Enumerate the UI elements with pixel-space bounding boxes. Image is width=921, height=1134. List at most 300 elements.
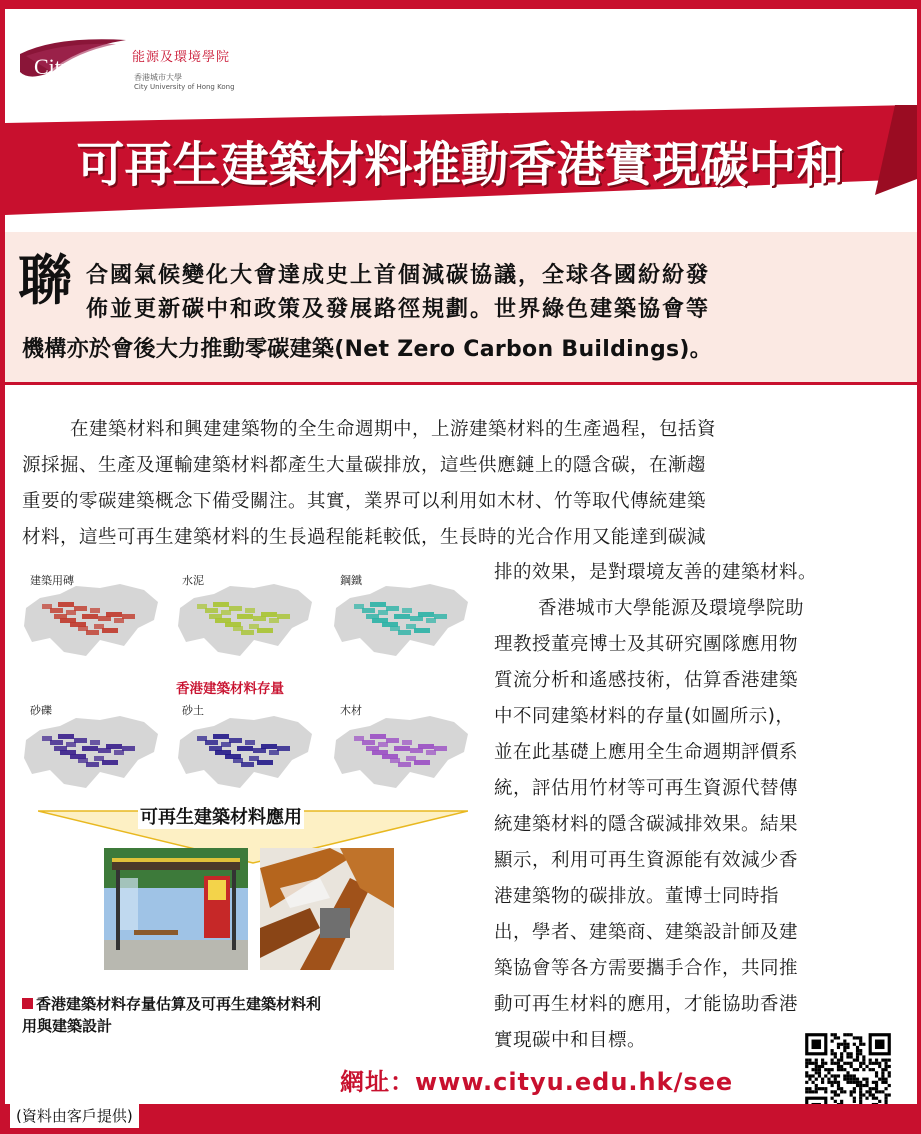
column-line: 並在此基礎上應用全生命週期評價系 [494, 742, 799, 763]
qr-module [834, 1033, 837, 1036]
qr-module [869, 1062, 872, 1065]
map-density-block [414, 628, 430, 633]
qr-module [888, 1093, 891, 1096]
qr-module [859, 1090, 862, 1093]
qr-module [824, 1068, 827, 1071]
qr-module [846, 1071, 849, 1074]
qr-module [859, 1081, 862, 1084]
map-density-block [418, 744, 434, 749]
map-density-block [58, 602, 74, 607]
map-density-block [205, 740, 218, 745]
qr-module [881, 1068, 884, 1071]
body-line: 源採掘、生產及運輸建築材料都產生大量碳排放，這些供應鏈上的隱含碳，在漸趨 [22, 455, 707, 476]
footer-note: (資料由客戶提供) [10, 1103, 139, 1128]
qr-module [834, 1081, 837, 1084]
qr-module [888, 1065, 891, 1068]
map-land [24, 716, 158, 788]
qr-module [827, 1078, 830, 1081]
qr-module [888, 1084, 891, 1087]
map-density-block [237, 614, 253, 619]
qr-module [859, 1052, 862, 1055]
map-density-block [106, 612, 122, 617]
lead-line-1: 合國氣候變化大會達成史上首個減碳協議，全球各國紛紛發 [86, 263, 711, 288]
map-density-block [362, 740, 375, 745]
qr-module [843, 1078, 846, 1081]
map-density-block [122, 614, 135, 619]
map-density-block [74, 606, 87, 611]
qr-module [821, 1087, 824, 1090]
qr-module [834, 1062, 837, 1065]
qr-module [853, 1087, 856, 1090]
qr-module [843, 1074, 846, 1077]
qr-module [859, 1100, 862, 1103]
top-border [0, 0, 921, 9]
map-density-block [205, 608, 218, 613]
qr-module [846, 1033, 849, 1036]
qr-module [865, 1097, 868, 1100]
qr-module [815, 1065, 818, 1068]
qr-module [843, 1046, 846, 1049]
qr-module [856, 1055, 859, 1058]
qr-module [805, 1059, 808, 1062]
qr-module [827, 1081, 830, 1084]
lead-line-3: 機構亦於會後大力推動零碳建築(Net Zero Carbon Buildings)。 [22, 337, 713, 362]
qr-module [843, 1033, 846, 1036]
qr-module [856, 1068, 859, 1071]
qr-module [831, 1033, 834, 1036]
qr-module [859, 1043, 862, 1046]
qr-module [846, 1046, 849, 1049]
bus-shelter-photo [104, 848, 248, 970]
qr-module [831, 1068, 834, 1071]
column-line: 理教授董亮博士及其研究團隊應用物 [494, 634, 799, 655]
qr-module [837, 1093, 840, 1096]
map-density-block [54, 614, 67, 619]
map-density-block [74, 738, 87, 743]
map-density-block [394, 746, 410, 751]
cityu-logo [16, 34, 134, 84]
qr-module [875, 1074, 878, 1077]
map-density-block [414, 760, 430, 765]
map-density-block [257, 760, 273, 765]
qr-module [815, 1062, 818, 1065]
qr-module [853, 1043, 856, 1046]
qr-module [884, 1068, 887, 1071]
qr-module [840, 1068, 843, 1071]
map-density-block [277, 746, 290, 751]
qr-module [850, 1081, 853, 1084]
qr-module [878, 1065, 881, 1068]
qr-module [846, 1074, 849, 1077]
qr-module [831, 1052, 834, 1055]
qr-module [805, 1071, 808, 1074]
qr-module [808, 1062, 811, 1065]
qr-module [853, 1090, 856, 1093]
qr-module [856, 1084, 859, 1087]
qr-module [808, 1074, 811, 1077]
figure-caption-line-2: 用與建築設計 [22, 1017, 113, 1035]
qr-module [862, 1055, 865, 1058]
column-line: 統建築材料的隱含碳減排效果。結果 [494, 814, 799, 835]
qr-module [865, 1078, 868, 1081]
qr-module [840, 1087, 843, 1090]
qr-module [837, 1043, 840, 1046]
application-label: 可再生建築材料應用 [138, 803, 304, 829]
qr-module [853, 1068, 856, 1071]
map-density-block [213, 602, 229, 607]
map-density-block [261, 612, 277, 617]
map-density-block [418, 612, 434, 617]
map-density-block [82, 614, 98, 619]
qr-module [834, 1090, 837, 1093]
qr-module [837, 1074, 840, 1077]
map-density-block [229, 606, 242, 611]
qr-module [840, 1052, 843, 1055]
map-density-block [241, 630, 254, 635]
column-line: 築協會等各方需要攜手合作，共同推 [494, 958, 799, 979]
qr-module [815, 1059, 818, 1062]
qr-module [812, 1068, 815, 1071]
map-label: 鋼鐵 [340, 574, 362, 587]
map-density-block [386, 606, 399, 611]
qr-module [837, 1059, 840, 1062]
map-density-block [261, 744, 277, 749]
column-line: 中不同建築材料的存量(如圖所示)， [494, 706, 795, 727]
qr-module [815, 1071, 818, 1074]
qr-module [853, 1059, 856, 1062]
qr-finder-module [875, 1040, 885, 1050]
qr-module [869, 1059, 872, 1062]
qr-module [878, 1062, 881, 1065]
map-density-block [86, 630, 99, 635]
qr-module [850, 1093, 853, 1096]
qr-module [843, 1062, 846, 1065]
qr-module [843, 1043, 846, 1046]
qr-module [850, 1090, 853, 1093]
qr-module [853, 1100, 856, 1103]
qr-module [837, 1065, 840, 1068]
qr-module [834, 1052, 837, 1055]
map-land [334, 584, 468, 656]
map-density-block [90, 740, 100, 745]
qr-module [812, 1081, 815, 1084]
qr-module [853, 1078, 856, 1081]
map-label: 砂土 [182, 704, 204, 717]
map-density-block [241, 762, 254, 767]
qr-module [818, 1065, 821, 1068]
qr-module [812, 1062, 815, 1065]
lead-divider [5, 382, 917, 385]
qr-module [834, 1078, 837, 1081]
qr-module [862, 1059, 865, 1062]
qr-module [859, 1036, 862, 1039]
qr-module [881, 1074, 884, 1077]
qr-module [805, 1087, 808, 1090]
lead-dropcap: 聯 [18, 249, 72, 312]
qr-module [821, 1065, 824, 1068]
qr-module [805, 1062, 808, 1065]
qr-module [834, 1100, 837, 1103]
column-line: 排的效果，是對環境友善的建築材料。 [494, 562, 818, 583]
qr-module [818, 1074, 821, 1077]
qr-finder-module [812, 1040, 822, 1050]
qr-module [818, 1087, 821, 1090]
qr-module [859, 1087, 862, 1090]
qr-module [875, 1087, 878, 1090]
map-density-block [122, 746, 135, 751]
qr-module [862, 1062, 865, 1065]
qr-module [884, 1087, 887, 1090]
body-line: 重要的零碳建築概念下備受關注。其實，業界可以利用如木材、竹等取代傳統建築 [22, 491, 707, 512]
qr-module [862, 1068, 865, 1071]
qr-module [878, 1100, 881, 1103]
qr-module [846, 1055, 849, 1058]
map-density-block [257, 628, 273, 633]
map-land [178, 716, 312, 788]
qr-module [884, 1081, 887, 1084]
column-line: 顯示，利用可再生資源能有效減少香 [494, 850, 799, 871]
qr-module [872, 1093, 875, 1096]
qr-module [888, 1059, 891, 1062]
map-land [334, 716, 468, 788]
map-density-block [90, 608, 100, 613]
map-density-block [402, 608, 412, 613]
qr-module [827, 1071, 830, 1074]
qr-module [805, 1090, 808, 1093]
logo-text: CityU [34, 54, 88, 79]
qr-module [853, 1036, 856, 1039]
qr-module [884, 1093, 887, 1096]
qr-module [831, 1049, 834, 1052]
qr-module [869, 1087, 872, 1090]
qr-module [872, 1097, 875, 1100]
qr-module [843, 1040, 846, 1043]
qr-module [812, 1074, 815, 1077]
qr-module [853, 1081, 856, 1084]
qr-module [834, 1093, 837, 1096]
qr-module [824, 1074, 827, 1077]
lead-line-2: 佈並更新碳中和政策及發展路徑規劃。世界綠色建築協會等 [86, 297, 711, 322]
qr-module [843, 1090, 846, 1093]
qr-module [840, 1043, 843, 1046]
qr-module [837, 1087, 840, 1090]
map-density-block [106, 744, 122, 749]
map-density-block [394, 614, 410, 619]
qr-module [831, 1081, 834, 1084]
column-line: 質流分析和遙感技術，估算香港建築 [494, 670, 799, 691]
qr-module [875, 1084, 878, 1087]
qr-module [865, 1081, 868, 1084]
qr-module [812, 1090, 815, 1093]
qr-module [850, 1055, 853, 1058]
qr-module [831, 1062, 834, 1065]
qr-module [818, 1071, 821, 1074]
qr-module [881, 1059, 884, 1062]
qr-module [853, 1097, 856, 1100]
qr-module [856, 1036, 859, 1039]
column-line: 香港城市大學能源及環境學院助 [538, 598, 805, 619]
qr-module [850, 1074, 853, 1077]
qr-module [888, 1074, 891, 1077]
map-density-block [366, 746, 379, 751]
map-density-block [82, 746, 98, 751]
qr-module [859, 1084, 862, 1087]
qr-module [821, 1062, 824, 1065]
qr-module [837, 1081, 840, 1084]
qr-module [862, 1084, 865, 1087]
map-density-block [277, 614, 290, 619]
qr-module [846, 1078, 849, 1081]
map-density-block [86, 762, 99, 767]
map-label: 建築用磚 [30, 574, 74, 587]
timber-structure-photo [260, 848, 394, 970]
qr-module [875, 1081, 878, 1084]
qr-module [862, 1093, 865, 1096]
qr-module [884, 1100, 887, 1103]
map-label: 砂礫 [30, 704, 52, 717]
qr-module [831, 1040, 834, 1043]
qr-module [808, 1078, 811, 1081]
qr-module [881, 1081, 884, 1084]
qr-module [875, 1097, 878, 1100]
qr-module [831, 1097, 834, 1100]
qr-module [846, 1062, 849, 1065]
column-line: 出，學者、建築商、建築設計師及建 [494, 922, 799, 943]
map-label: 木材 [340, 704, 362, 717]
qr-module [850, 1065, 853, 1068]
qr-module [840, 1065, 843, 1068]
qr-module [824, 1090, 827, 1093]
qr-module [856, 1078, 859, 1081]
qr-module [843, 1049, 846, 1052]
qr-module [859, 1062, 862, 1065]
qr-module [805, 1081, 808, 1084]
qr-module [834, 1036, 837, 1039]
qr-module [875, 1059, 878, 1062]
qr-module [837, 1084, 840, 1087]
map-density-block [398, 630, 411, 635]
map-density-block [213, 734, 229, 739]
qr-module [865, 1065, 868, 1068]
stock-label: 香港建築材料存量 [176, 681, 284, 697]
qr-module [856, 1049, 859, 1052]
university-name-en: City University of Hong Kong [134, 83, 235, 91]
qr-module [805, 1065, 808, 1068]
qr-module [815, 1078, 818, 1081]
qr-module [808, 1090, 811, 1093]
caption-marker [22, 998, 33, 1009]
qr-module [878, 1090, 881, 1093]
qr-module [856, 1052, 859, 1055]
column-line: 動可再生材料的應用，才能協助香港 [494, 994, 799, 1015]
map-density-block [237, 746, 253, 751]
map-density-block [245, 740, 255, 745]
figure-caption-line-1 [22, 993, 321, 1014]
map-land [178, 584, 312, 656]
qr-module [808, 1087, 811, 1090]
column-line: 實現碳中和目標。 [494, 1030, 647, 1051]
qr-module [869, 1090, 872, 1093]
column-line: 港建築物的碳排放。董博士同時指 [494, 886, 780, 907]
map-density-block [50, 740, 63, 745]
map-density-block [386, 738, 399, 743]
qr-module [881, 1071, 884, 1074]
qr-module [875, 1062, 878, 1065]
qr-module [837, 1036, 840, 1039]
qr-module [850, 1078, 853, 1081]
qr-module [859, 1097, 862, 1100]
university-name-zh: 香港城市大學 [134, 73, 182, 82]
qr-module [850, 1033, 853, 1036]
qr-module [856, 1081, 859, 1084]
qr-module [881, 1090, 884, 1093]
qr-module [869, 1068, 872, 1071]
qr-module [831, 1074, 834, 1077]
qr-module [872, 1062, 875, 1065]
caption-text: 香港建築材料存量估算及可再生建築材料利 [36, 995, 322, 1013]
map-density-block [58, 734, 74, 739]
map-density-block [209, 746, 222, 751]
map-density-block [229, 738, 242, 743]
qr-module [840, 1059, 843, 1062]
qr-module [859, 1093, 862, 1096]
qr-module [872, 1081, 875, 1084]
qr-module [878, 1078, 881, 1081]
qr-module [888, 1071, 891, 1074]
qr-module [884, 1059, 887, 1062]
qr-module [827, 1068, 830, 1071]
qr-module [834, 1055, 837, 1058]
qr-module [805, 1074, 808, 1077]
qr-module [837, 1062, 840, 1065]
qr-module [884, 1065, 887, 1068]
qr-module [837, 1068, 840, 1071]
qr-module [884, 1078, 887, 1081]
qr-module [862, 1078, 865, 1081]
qr-module [834, 1074, 837, 1077]
qr-module [872, 1068, 875, 1071]
website-url[interactable]: 網址：www.cityu.edu.hk/see [340, 1068, 734, 1096]
column-line: 統，評估用竹材等可再生資源代替傳 [494, 778, 799, 799]
map-density-block [398, 762, 411, 767]
map-density-block [434, 746, 447, 751]
qr-module [881, 1078, 884, 1081]
qr-module [846, 1081, 849, 1084]
qr-module [824, 1062, 827, 1065]
qr-module [831, 1090, 834, 1093]
qr-module [831, 1059, 834, 1062]
qr-module [837, 1046, 840, 1049]
qr-module [875, 1090, 878, 1093]
qr-module [856, 1046, 859, 1049]
qr-module [853, 1074, 856, 1077]
qr-module [815, 1068, 818, 1071]
map-density-block [102, 760, 118, 765]
map-density-block [362, 608, 375, 613]
qr-module [843, 1068, 846, 1071]
map-density-block [50, 608, 63, 613]
map-density-block [209, 614, 222, 619]
map-land [24, 584, 158, 656]
qr-module [821, 1059, 824, 1062]
map-density-block [434, 614, 447, 619]
map-density-block [102, 628, 118, 633]
qr-module [859, 1049, 862, 1052]
qr-module [869, 1093, 872, 1096]
qr-module [846, 1052, 849, 1055]
qr-module [846, 1043, 849, 1046]
qr-module [824, 1087, 827, 1090]
